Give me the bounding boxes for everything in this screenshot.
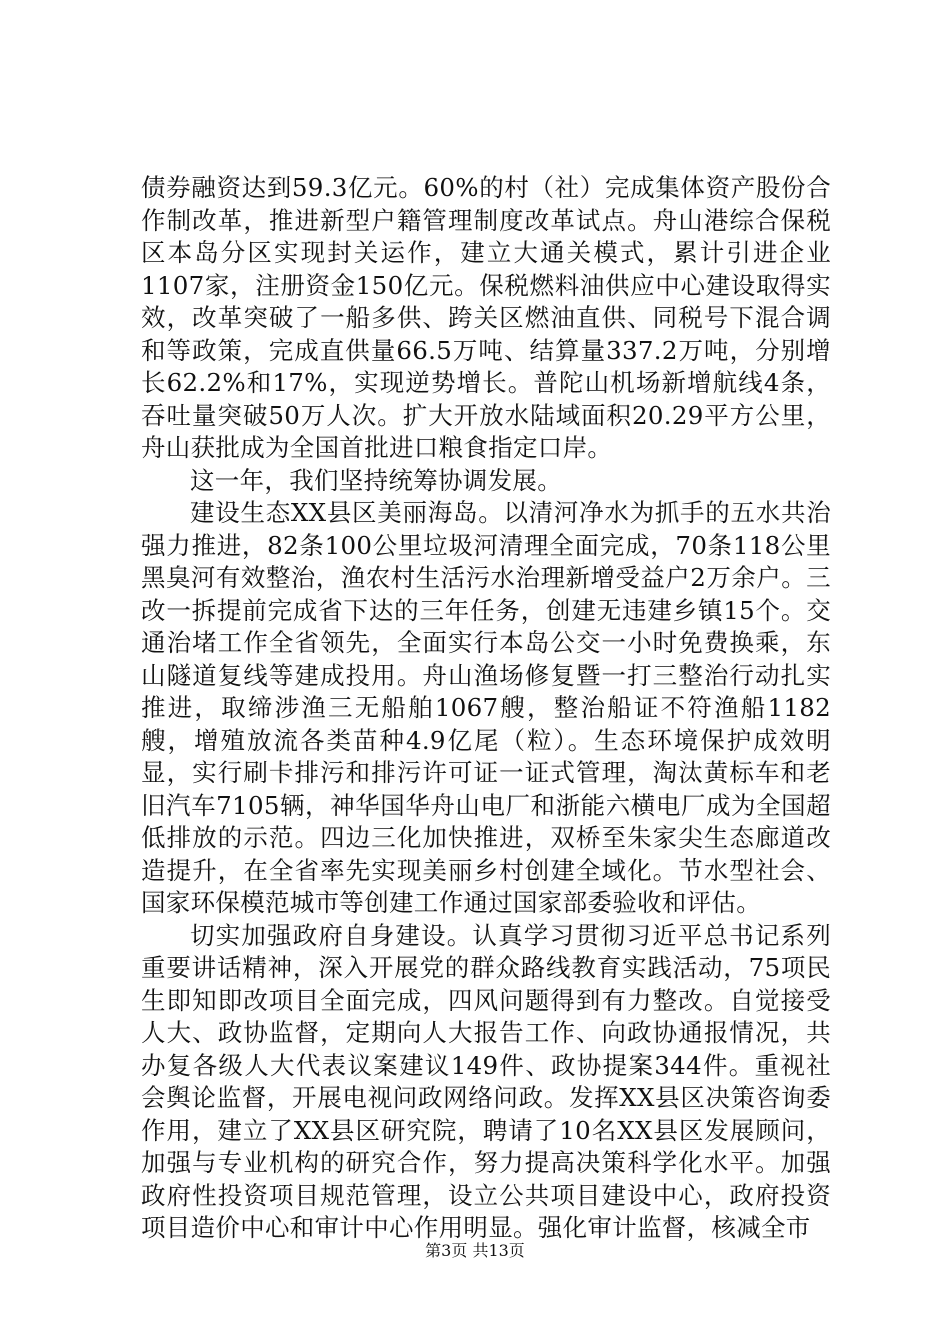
- paragraph-ecology: 建设生态XX县区美丽海岛。以清河净水为抓手的五水共治强力推进，82条100公里垃圾河清理全面完成，70条118公里黑臭河有效整治，渔农村生活污水治理新增受益户2万余户。三改一拆提前完成省下达的三年任务，创建无违建乡镇15个。交通治堵工作全省领先，全面实行本岛公交一小时免费换乘，东山隧道复线等建成投用。舟山渔场修复暨一打三整治行动扎实推进，取缔涉渔三无船舶1067艘，整治船证不符渔船1182艘，增殖放流各类苗种4.9亿尾（粒）。生态环境保护成效明显，实行刷卡排污和排污许可证一证式管理，淘汰黄标车和老旧汽车7105辆，神华国华舟山电厂和浙能六横电厂成为全国超低排放的示范。四边三化加快推进，双桥至朱家尖生态廊道改造提升，在全省率先实现美丽乡村创建全域化。节水型社会、国家环保模范城市等创建工作通过国家部委验收和评估。: [141, 498, 831, 917]
- body-text: [141, 172, 831, 1245]
- paragraph-government: 切实加强政府自身建设。认真学习贯彻习近平总书记系列重要讲话精神，深入开展党的群众路线教育实践活动，75项民生即知即改项目全面完成，四风问题得到有力整改。自觉接受人大、政协监督，定期向人大报告工作、向政协通报情况，共办复各级人大代表议案建议149件、政协提案344件。重视社会舆论监督，开展电视问政网络问政。发挥XX县区决策咨询委作用，建立了XX县区研究院，聘请了10名XX县区发展顾问，加强与专业机构的研究合作，努力提高决策科学化水平。加强政府性投资项目规范管理，设立公共项目建设中心，政府投资项目造价中心和审计中心作用明显。强化审计监督，核减全市: [141, 920, 831, 1242]
- paragraph-continuation: 债券融资达到59.3亿元。60%的村（社）完成集体资产股份合作制改革，推进新型户籍管理制度改革试点。舟山港综合保税区本岛分区实现封关运作，建立大通关模式，累计引进企业1107家，注册资金150亿元。保税燃料油供应中心建设取得实效，改革突破了一船多供、跨关区燃油直供、同税号下混合调和等政策，完成直供量66.5万吨、结算量337.2万吨，分别增长62.2%和17%，实现逆势增长。普陀山机场新增航线4条，吞吐量突破50万人次。扩大开放水陆域面积20.29平方公里，舟山获批成为全国首批进口粮食指定口岸。: [141, 173, 831, 462]
- page-footer: 第3页 共13页: [425, 1241, 525, 1260]
- paragraph-summary: 这一年，我们坚持统筹协调发展。: [190, 465, 562, 495]
